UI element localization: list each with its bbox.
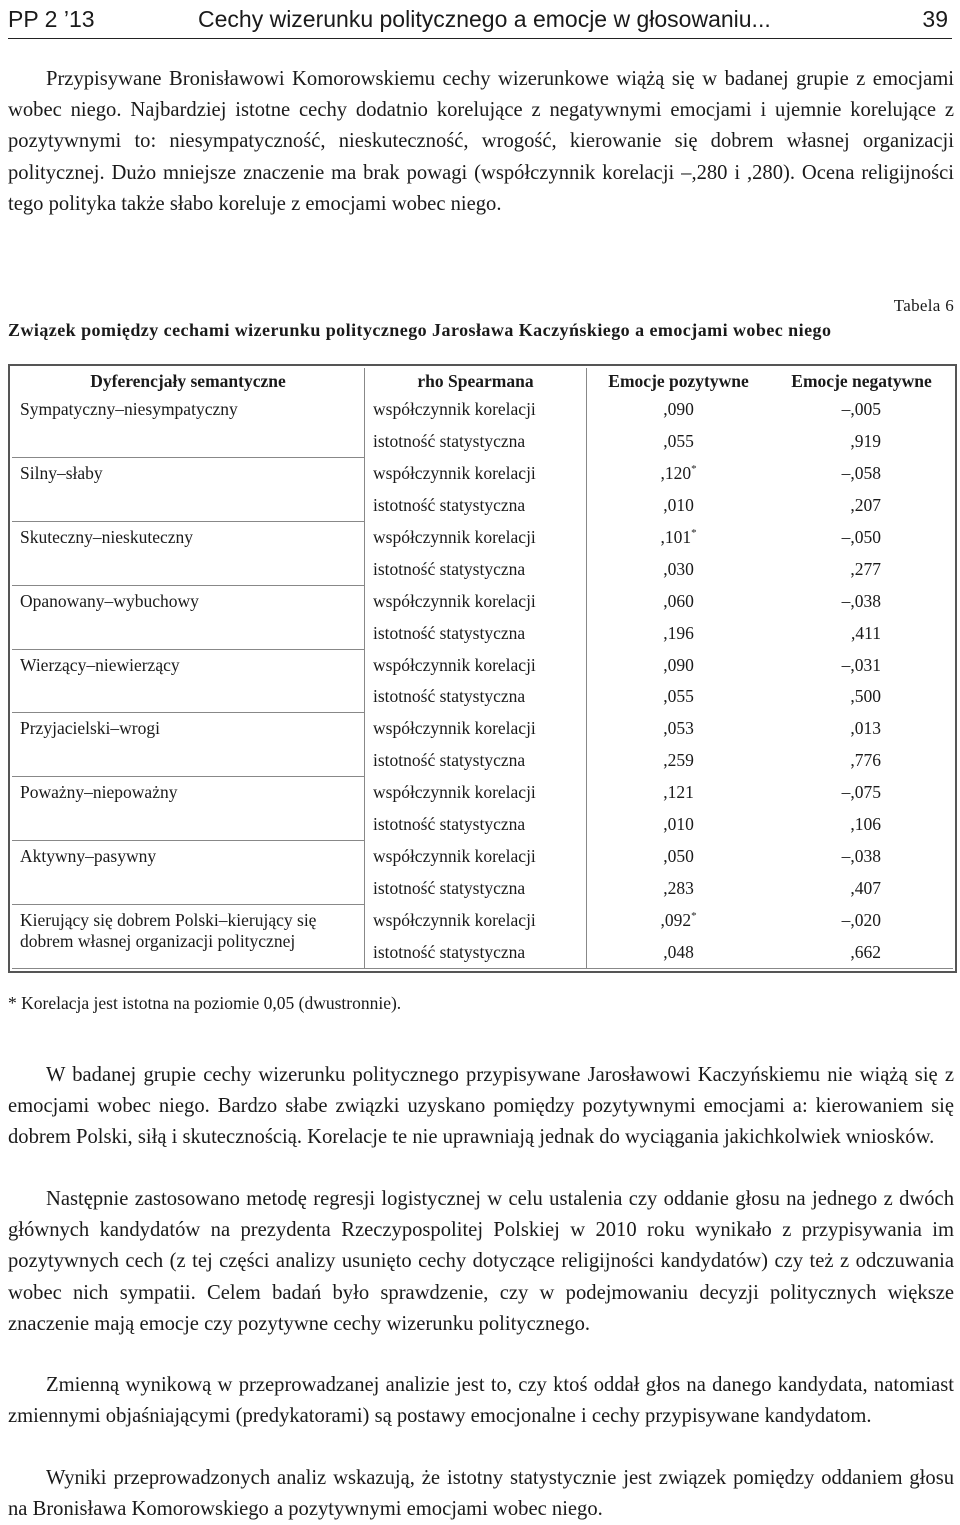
coef-negative: –,075 <box>841 782 881 803</box>
coef-positive-value: ,092 <box>660 909 692 930</box>
table-row <box>12 522 953 554</box>
table-row <box>12 904 953 936</box>
stat-label: współczynnik korelacji <box>365 458 587 490</box>
body-paragraph <box>8 1184 954 1340</box>
significance-star: * <box>691 527 697 540</box>
trait-cell <box>12 458 365 522</box>
coef-negative: –,020 <box>841 909 881 930</box>
intro-text: Przypisywane Bronisławowi Komorowskiemu cechy wizerunkowe wiążą się w badanej grupie z emocjami wobec niego. Najbardziej istotne cechy dodatnio korelujące z negatywnymi emocjami i ujemnie korelujące z pozytywnymi to: niesympatyczność, nieskuteczność, wrogość, kierowanie się dobrem własnej organizacji politycznej. Dużo mniejsze znaczenie ma brak powagi (współczynnik korelacji –,280 i ,280). Ocena religijności tego polityka także słabo koreluje z emocjami wobec niego. <box>8 68 954 215</box>
trait-label: Silny–słaby <box>20 463 103 484</box>
header-semantic-differentials: Dyferencjały semantyczne <box>12 368 365 394</box>
sig-negative: ,207 <box>850 495 881 516</box>
trait-label-line2: dobrem własnej organizacji politycznej <box>20 930 296 951</box>
header-negative-emotions: Emocje negatywne <box>791 370 932 391</box>
coef-positive-value: ,053 <box>663 718 694 739</box>
body-paragraph-text: Następnie zastosowano metodę regresji logistycznej w celu ustalenia czy oddanie głosu na jednego z dwóch głównych kandydatów na prezydenta Rzeczypospolitej Polskiej w 2010 roku wynikało z przypisywania im pozytywnych cech (z tej części analizy usunięto cechy dotyczące religijności kandydatów) czy też z odczuwania wobec nich sympatii. Celem badań było sprawdzenie, czy w podejmowaniu decyzji politycznych większe znaczenie mają emocje czy pozytywne cechy wizerunku politycznego. <box>8 1188 954 1335</box>
table-body <box>12 394 953 969</box>
trait-cell <box>12 522 365 586</box>
page-header <box>8 0 952 39</box>
sig-negative: ,500 <box>850 686 881 707</box>
stat-label: istotność statystyczna <box>365 809 587 841</box>
sig-negative: ,277 <box>850 558 881 579</box>
coef-negative: ,013 <box>850 718 881 739</box>
stat-label: współczynnik korelacji <box>365 522 587 554</box>
coef-negative: –,038 <box>841 590 881 611</box>
coef-positive <box>587 713 771 745</box>
coef-positive-value: ,120 <box>660 463 692 484</box>
trait-label: Poważny–niepoważny <box>20 782 178 803</box>
correlation-table <box>8 364 957 973</box>
sig-positive: ,048 <box>587 936 771 968</box>
trait-cell <box>12 713 365 777</box>
coef-positive-value: ,050 <box>663 845 694 866</box>
sig-positive: ,283 <box>663 877 694 898</box>
coef-positive <box>587 904 771 936</box>
trait-label: Sympatyczny–niesympatyczny <box>20 399 238 419</box>
sig-negative: ,919 <box>850 431 881 452</box>
stat-label: istotność statystyczna <box>365 553 587 585</box>
trait-cell <box>12 649 365 713</box>
sig-positive: ,010 <box>663 495 694 516</box>
stat-label: współczynnik korelacji <box>365 713 587 745</box>
sig-negative: ,407 <box>850 877 881 898</box>
significance-star: * <box>691 463 697 476</box>
intro-paragraph <box>8 64 954 220</box>
page-number: 39 <box>922 6 948 32</box>
sig-positive: ,259 <box>663 750 694 771</box>
trait-cell <box>12 777 365 841</box>
stat-label: istotność statystyczna <box>365 426 587 458</box>
body-paragraph-text: Zmienną wynikową w przeprowadzanej analizie jest to, czy ktoś oddał głos na danego kandydata, natomiast zmiennymi objaśniającymi (predykatorami) są postawy emocjonalne i cechy przypisywane kandydatom. <box>8 1374 954 1428</box>
coef-positive-value: ,090 <box>663 399 694 420</box>
trait-label: Wierzący–niewierzący <box>20 654 180 675</box>
trait-label: Aktywny–pasywny <box>20 845 157 866</box>
stat-label: współczynnik korelacji <box>365 840 587 872</box>
coef-positive <box>587 840 771 872</box>
coef-positive <box>587 522 771 554</box>
table-row <box>12 649 953 681</box>
coef-negative: –,038 <box>841 845 881 866</box>
body-paragraph <box>8 1463 954 1525</box>
coef-positive-value: ,090 <box>663 654 694 675</box>
coef-positive <box>587 394 771 426</box>
sig-positive: ,010 <box>663 814 694 835</box>
table-row <box>12 777 953 809</box>
body-paragraph-text: Wyniki przeprowadzonych analiz wskazują, że istotny statystycznie jest związek pomiędzy oddaniem głosu na Bronisława Komorowskiego a pozytywnymi emocjami wobec niego. <box>8 1467 954 1521</box>
coef-negative: –,031 <box>841 654 881 675</box>
stat-label: istotność statystyczna <box>365 936 587 968</box>
header-rho-spearman: rho Spearmana <box>365 368 587 394</box>
header-positive-emotions: Emocje pozytywne <box>608 370 749 391</box>
coef-negative: –,058 <box>841 463 881 484</box>
journal-issue: PP 2 ’13 <box>8 6 95 32</box>
coef-positive-value: ,060 <box>663 590 694 611</box>
coef-positive-value: ,121 <box>663 782 694 803</box>
trait-label: Kierujący się dobrem Polski–kierujący się <box>20 909 317 930</box>
stat-label: współczynnik korelacji <box>365 394 587 426</box>
sig-positive: ,055 <box>663 431 694 452</box>
table-number: Tabela 6 <box>893 296 954 315</box>
trait-cell <box>12 394 365 458</box>
coef-positive <box>587 777 771 809</box>
sig-positive: ,030 <box>663 558 694 579</box>
table-header-row <box>12 368 953 394</box>
sig-negative: ,106 <box>850 814 881 835</box>
sig-negative: ,662 <box>770 936 953 968</box>
coef-positive <box>587 649 771 681</box>
trait-cell <box>12 840 365 904</box>
trait-label: Przyjacielski–wrogi <box>20 718 160 739</box>
trait-cell <box>12 585 365 649</box>
coef-positive <box>587 458 771 490</box>
stat-label: współczynnik korelacji <box>365 777 587 809</box>
coef-negative: –,005 <box>841 399 881 420</box>
table-title: Związek pomiędzy cechami wizerunku politycznego Jarosława Kaczyńskiego a emocjami wobec niego <box>8 320 832 340</box>
stat-label: istotność statystyczna <box>365 872 587 904</box>
stat-label: współczynnik korelacji <box>365 585 587 617</box>
sig-positive: ,196 <box>663 622 694 643</box>
table-row <box>12 585 953 617</box>
coef-positive <box>587 585 771 617</box>
coef-positive-value: ,101 <box>660 527 692 547</box>
stat-label: istotność statystyczna <box>365 681 587 713</box>
sig-negative: ,411 <box>851 622 881 643</box>
table-row <box>12 713 953 745</box>
table-row <box>12 840 953 872</box>
table-row <box>12 394 953 426</box>
sig-negative: ,776 <box>850 750 881 771</box>
trait-label: Opanowany–wybuchowy <box>20 590 199 611</box>
running-title: Cechy wizerunku politycznego a emocje w głosowaniu... <box>198 6 771 32</box>
table-footnote: * Korelacja jest istotna na poziomie 0,05 (dwustronnie). <box>8 993 402 1013</box>
stat-label: istotność statystyczna <box>365 745 587 777</box>
stat-label: istotność statystyczna <box>365 490 587 522</box>
sig-positive: ,055 <box>663 686 694 707</box>
stat-label: współczynnik korelacji <box>365 904 587 936</box>
significance-star: * <box>691 909 697 922</box>
body-paragraph <box>8 1370 954 1432</box>
stat-label: istotność statystyczna <box>365 617 587 649</box>
body-paragraph <box>8 1060 954 1154</box>
trait-label: Skuteczny–nieskuteczny <box>20 527 194 548</box>
trait-cell <box>12 904 365 968</box>
table-row <box>12 458 953 490</box>
stat-label: współczynnik korelacji <box>365 649 587 681</box>
body-paragraph-text: W badanej grupie cechy wizerunku politycznego przypisywane Jarosławowi Kaczyńskiemu nie wiążą się z emocjami wobec niego. Bardzo słabe związki uzyskano pomiędzy pozytywnymi emocjami a: kierowaniem się dobrem Polski, siłą i skutecznością. Korelacje te nie uprawniają jednak do wyciągania jakichkolwiek wniosków. <box>8 1064 954 1149</box>
coef-negative: –,050 <box>841 527 881 547</box>
